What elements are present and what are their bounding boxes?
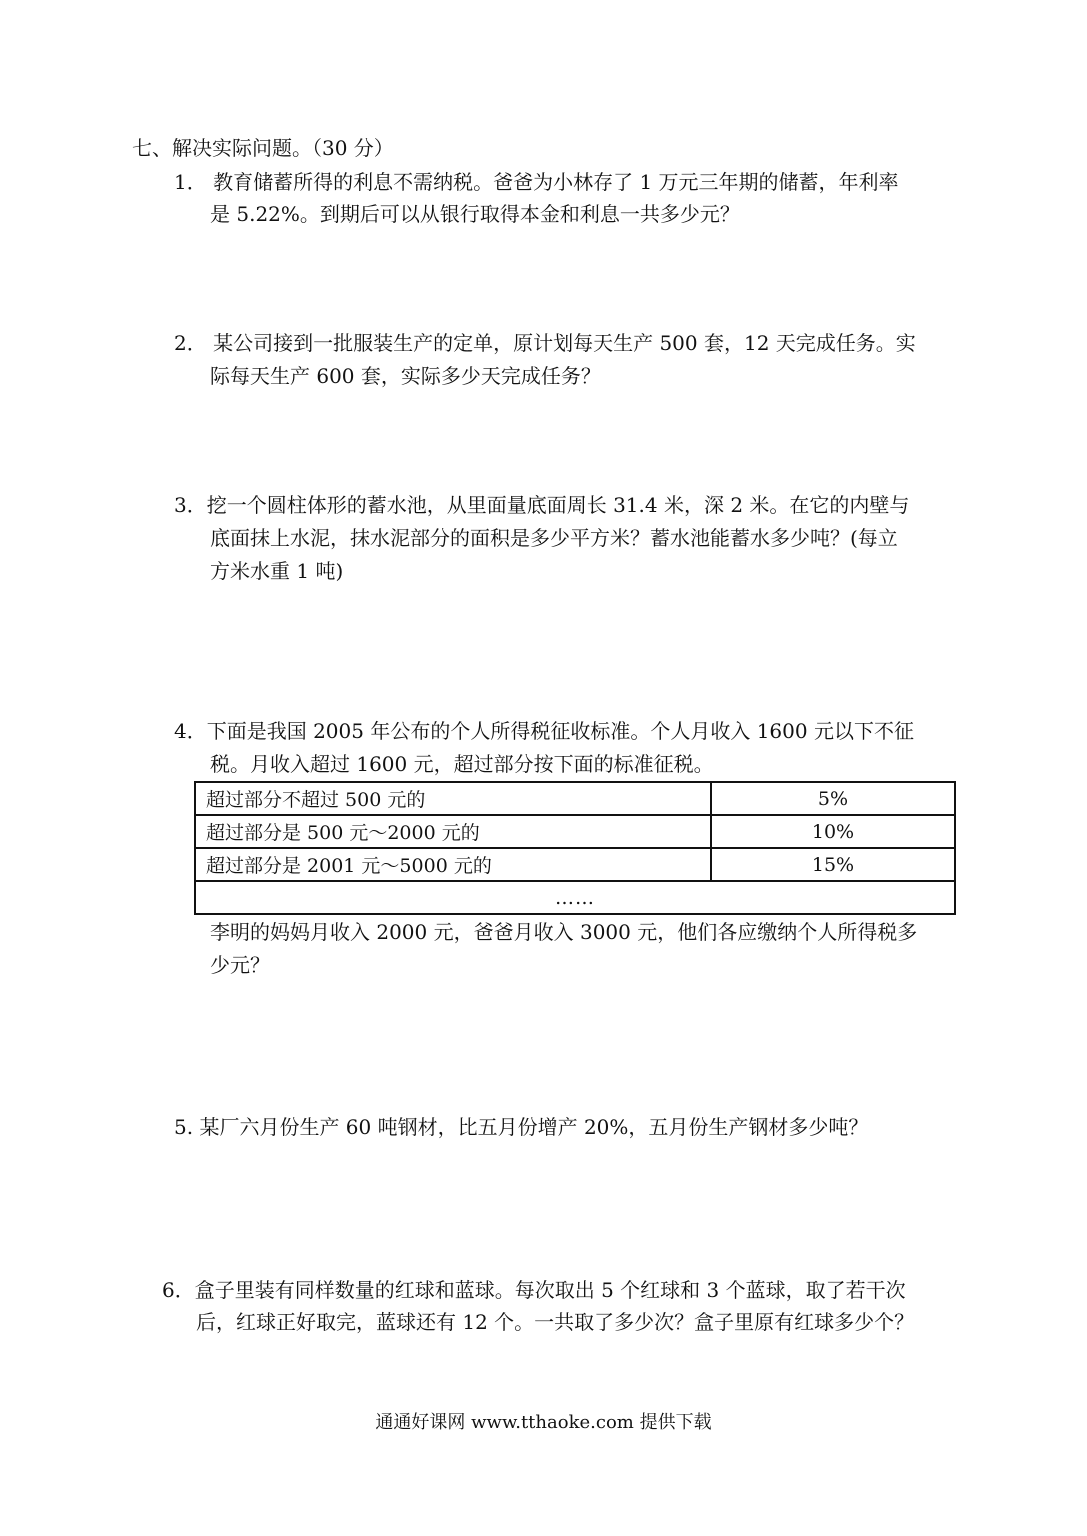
tax-rate-table xyxy=(194,781,956,915)
page-footer: 通通好课网 www.tthaoke.com 提供下载 xyxy=(375,1412,712,1433)
question-3-line-3: 方米水重 1 吨) xyxy=(210,559,344,583)
tax-range-cell: 超过部分不超过 500 元的 xyxy=(195,782,711,815)
question-4-line-1: 4．下面是我国 2005 年公布的个人所得税征收标准。个人月收入 1600 元以下不征 xyxy=(174,719,914,743)
question-6-line-2: 后，红球正好取完，蓝球还有 12 个。一共取了多少次？盒子里原有红球多少个？ xyxy=(196,1310,915,1334)
tax-rate-cell: 10% xyxy=(711,815,955,848)
table-row xyxy=(195,815,955,848)
table-row xyxy=(195,782,955,815)
question-4-after-line-1: 李明的妈妈月收入 2000 元，爸爸月收入 3000 元，他们各应缴纳个人所得税多 xyxy=(210,920,918,944)
tax-rate-cell: 15% xyxy=(711,848,955,881)
table-row-ellipsis xyxy=(195,881,955,914)
question-2-line-1: 2． 某公司接到一批服装生产的定单，原计划每天生产 500 套，12 天完成任务。实 xyxy=(174,331,916,355)
question-1-line-1: 1． 教育储蓄所得的利息不需纳税。爸爸为小林存了 1 万元三年期的储蓄，年利率 xyxy=(174,170,899,194)
question-3-line-2: 底面抹上水泥，抹水泥部分的面积是多少平方米？蓄水池能蓄水多少吨？(每立 xyxy=(210,526,898,550)
question-1-line-2: 是 5.22%。到期后可以从银行取得本金和利息一共多少元？ xyxy=(210,202,740,226)
tax-range-cell: 超过部分是 500 元～2000 元的 xyxy=(195,815,711,848)
table-ellipsis-cell: …… xyxy=(195,881,955,914)
question-3-line-1: 3．挖一个圆柱体形的蓄水池，从里面量底面周长 31.4 米，深 2 米。在它的内壁与 xyxy=(174,493,910,517)
question-4-after-line-2: 少元？ xyxy=(210,953,270,977)
question-5-line-1: 5. 某厂六月份生产 60 吨钢材，比五月份增产 20%，五月份生产钢材多少吨？ xyxy=(174,1115,869,1139)
tax-range-cell: 超过部分是 2001 元～5000 元的 xyxy=(195,848,711,881)
tax-rate-cell: 5% xyxy=(711,782,955,815)
section-title: 七、解决实际问题。（30 分） xyxy=(132,136,394,160)
question-6-line-1: 6．盒子里装有同样数量的红球和蓝球。每次取出 5 个红球和 3 个蓝球，取了若干次 xyxy=(162,1278,906,1302)
question-4-line-2: 税。月收入超过 1600 元，超过部分按下面的标准征税。 xyxy=(210,752,714,776)
table-row xyxy=(195,848,955,881)
question-2-line-2: 际每天生产 600 套，实际多少天完成任务？ xyxy=(210,364,601,388)
